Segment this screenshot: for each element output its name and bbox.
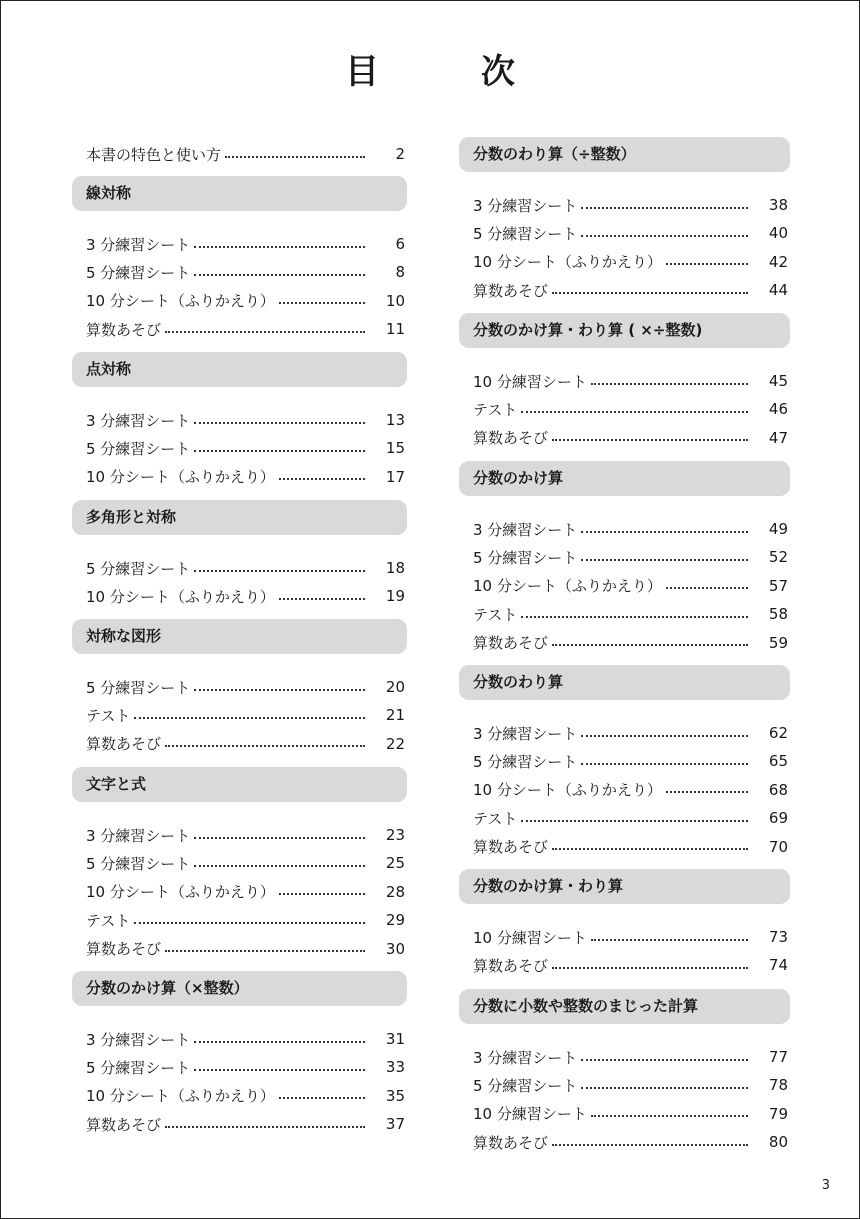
leader-dots	[279, 893, 365, 895]
toc-entry-row[interactable]	[473, 1102, 790, 1126]
toc-entry-page: 73	[768, 928, 788, 946]
toc-entry-page: 40	[768, 224, 788, 243]
toc-entry-label: 算数あそび	[473, 838, 549, 857]
toc-entry-page: 80	[768, 1133, 788, 1152]
toc-entry-page: 23	[385, 826, 405, 844]
toc-entry-page: 33	[385, 1058, 405, 1077]
toc-entry-page: 19	[385, 587, 405, 606]
leader-dots	[165, 331, 365, 333]
toc-entry-page: 79	[768, 1104, 788, 1123]
toc-entry-page: 59	[768, 633, 788, 652]
leader-dots	[165, 1126, 365, 1128]
toc-section	[459, 989, 790, 1152]
toc-entry-label: 算数あそび	[473, 281, 549, 300]
toc-entry-page: 49	[768, 520, 788, 538]
leader-dots	[552, 644, 748, 646]
leader-dots	[552, 292, 748, 294]
leader-dots	[279, 598, 365, 600]
toc-entry-page: 29	[385, 911, 405, 930]
toc-entry-label: 10 分シート（ふりかえり）	[473, 253, 662, 272]
toc-entry-page: 35	[385, 1086, 405, 1105]
toc-entry-page: 44	[768, 281, 788, 300]
leader-dots	[165, 950, 365, 952]
toc-entry-label: 3 分練習シート	[86, 235, 191, 254]
toc-entry-page: 11	[385, 320, 405, 339]
toc-section	[459, 461, 790, 653]
leader-dots	[666, 791, 748, 793]
toc-section-heading[interactable]: 分数のかけ算	[459, 461, 790, 496]
toc-entry-page: 8	[395, 263, 405, 282]
toc-entry-page: 52	[768, 548, 788, 567]
toc-entry-row[interactable]	[473, 806, 790, 830]
toc-entry-page: 6	[395, 235, 405, 253]
toc-entry-page: 65	[768, 752, 788, 771]
leader-dots	[165, 745, 365, 747]
toc-entry-page: 70	[768, 837, 788, 856]
leader-dots	[552, 439, 748, 441]
leader-dots	[552, 967, 748, 969]
toc-entry-label: テスト	[86, 911, 131, 930]
toc-section-heading[interactable]: 多角形と対称	[72, 500, 407, 535]
toc-entry-page: 13	[385, 411, 405, 429]
toc-entry-row[interactable]	[86, 289, 407, 313]
toc-section-heading[interactable]: 分数に小数や整数のまじった計算	[459, 989, 790, 1024]
toc-entry-page: 31	[385, 1030, 405, 1048]
toc-entry-page: 2	[395, 145, 405, 163]
toc-entry-page: 37	[385, 1115, 405, 1134]
toc-section	[72, 500, 407, 606]
toc-entry-page: 30	[385, 939, 405, 958]
leader-dots	[194, 1041, 365, 1043]
leader-dots	[279, 302, 365, 304]
toc-entry-row[interactable]	[473, 1073, 790, 1097]
toc-entry-row[interactable]	[473, 278, 790, 302]
leader-dots	[194, 246, 365, 248]
toc-section	[72, 619, 407, 754]
leader-dots	[591, 939, 748, 941]
toc-entry-label: 算数あそび	[473, 956, 549, 975]
toc-entry-label: 5 分練習シート	[86, 439, 191, 458]
toc-entry-label: 算数あそび	[473, 634, 549, 653]
toc-entry-label: 算数あそび	[86, 735, 162, 754]
leader-dots	[521, 820, 748, 822]
toc-entry-row[interactable]	[86, 703, 407, 727]
toc-entry-row[interactable]	[86, 880, 407, 904]
leader-dots	[666, 587, 748, 589]
leader-dots	[581, 763, 748, 765]
leader-dots	[194, 689, 365, 691]
toc-entry-row[interactable]	[473, 778, 790, 802]
toc-entry-row[interactable]	[473, 631, 790, 655]
toc-section-heading[interactable]: 分数のかけ算・わり算 ( ×÷整数)	[459, 313, 790, 348]
toc-entry-page: 22	[385, 734, 405, 753]
leader-dots	[194, 422, 365, 424]
leader-dots	[194, 865, 365, 867]
toc-entry-row[interactable]	[86, 823, 407, 847]
toc-entry-page: 78	[768, 1076, 788, 1095]
toc-entry-row[interactable]	[473, 426, 790, 450]
toc-entry-page: 17	[385, 467, 405, 486]
page-number: 3	[821, 1178, 830, 1193]
toc-entry-label: 5 分練習シート	[86, 263, 191, 282]
leader-dots	[194, 837, 365, 839]
toc-entry-page: 57	[768, 576, 788, 595]
toc-entry-row[interactable]	[86, 436, 407, 460]
toc-entry-row[interactable]	[473, 1045, 790, 1069]
toc-section	[72, 767, 407, 959]
leader-dots	[581, 735, 748, 737]
toc-entry-row[interactable]	[86, 584, 407, 608]
leader-dots	[552, 1144, 748, 1146]
toc-entry-page: 42	[768, 252, 788, 271]
toc-entry-label: 5 分練習シート	[86, 559, 191, 578]
toc-entry-row[interactable]	[86, 408, 407, 432]
leader-dots	[666, 263, 748, 265]
toc-entry-page: 47	[768, 428, 788, 447]
toc-entry-label: 算数あそび	[473, 1133, 549, 1152]
toc-entry-row[interactable]	[86, 317, 407, 341]
leader-dots	[552, 848, 748, 850]
toc-entry-row[interactable]	[473, 517, 790, 541]
toc-entry-row[interactable]	[86, 908, 407, 932]
toc-entry-label: 5 分練習シート	[473, 752, 578, 771]
toc-entry-page: 68	[768, 780, 788, 799]
toc-entry-label: 5 分練習シート	[473, 224, 578, 243]
toc-entry-label: テスト	[473, 809, 518, 828]
toc-entry-label: 算数あそび	[86, 1115, 162, 1134]
toc-entry-label: 5 分練習シート	[473, 548, 578, 567]
toc-entry-page: 25	[385, 854, 405, 873]
toc-entry-page: 46	[768, 400, 788, 419]
toc-entry-row[interactable]	[86, 1027, 407, 1051]
toc-entry-page: 69	[768, 809, 788, 828]
toc-entry-label: 算数あそび	[86, 940, 162, 959]
leader-dots	[591, 383, 748, 385]
toc-entry-label: テスト	[86, 706, 131, 725]
toc-section	[459, 869, 790, 975]
toc-entry-label: 5 分練習シート	[86, 678, 191, 697]
toc-entry-label: 10 分シート（ふりかえり）	[473, 577, 662, 596]
toc-entry-row[interactable]	[473, 1130, 790, 1154]
toc-entry-row[interactable]	[86, 675, 407, 699]
leader-dots	[279, 478, 365, 480]
toc-entry-label: 10 分練習シート	[473, 372, 587, 391]
leader-dots	[194, 450, 365, 452]
toc-entry-label: 算数あそび	[86, 320, 162, 339]
toc-entry-row[interactable]	[86, 260, 407, 284]
leader-dots	[134, 717, 365, 719]
toc-entry-label: 3 分練習シート	[86, 411, 191, 430]
leader-dots	[581, 531, 748, 533]
toc-entry-label: 10 分シート（ふりかえり）	[86, 883, 275, 902]
toc-section-heading[interactable]: 分数のかけ算・わり算	[459, 869, 790, 904]
toc-section-heading[interactable]: 点対称	[72, 352, 407, 387]
toc-entry-label: テスト	[473, 400, 518, 419]
toc-entry-label: 3 分練習シート	[473, 724, 578, 743]
toc-entry-row[interactable]	[86, 556, 407, 580]
toc-entry-row[interactable]	[473, 221, 790, 245]
leader-dots	[194, 1069, 365, 1071]
toc-entry-row[interactable]	[473, 397, 790, 421]
toc-entry-row[interactable]	[473, 369, 790, 393]
toc-entry-label: 10 分練習シート	[473, 928, 587, 947]
toc-entry-row[interactable]	[473, 574, 790, 598]
toc-entry-label: テスト	[473, 605, 518, 624]
toc-section	[72, 971, 407, 1134]
toc-entry-row[interactable]	[473, 545, 790, 569]
toc-entry-row[interactable]	[473, 953, 790, 977]
toc-entry-row[interactable]	[473, 250, 790, 274]
leader-dots	[194, 274, 365, 276]
toc-entry-label: 3 分練習シート	[473, 1048, 578, 1067]
page-title: 目 次	[345, 52, 549, 92]
toc-entry-page: 18	[385, 559, 405, 577]
toc-entry-row[interactable]	[473, 602, 790, 626]
leader-dots	[521, 616, 748, 618]
toc-entry-page: 15	[385, 439, 405, 458]
toc-entry-row[interactable]	[86, 465, 407, 489]
leader-dots	[581, 235, 748, 237]
leader-dots	[225, 156, 365, 158]
toc-section-heading[interactable]: 分数のかけ算（×整数）	[72, 971, 407, 1006]
toc-entry-row[interactable]	[86, 732, 407, 756]
toc-entry-label: 3 分練習シート	[86, 826, 191, 845]
toc-intro-row[interactable]	[86, 142, 407, 166]
toc-entry-label: 算数あそび	[473, 429, 549, 448]
toc-section-heading[interactable]: 分数のわり算	[459, 665, 790, 700]
leader-dots	[581, 1059, 748, 1061]
toc-entry-page: 58	[768, 605, 788, 624]
toc-entry-label: 10 分シート（ふりかえり）	[86, 292, 275, 311]
toc-entry-row[interactable]	[473, 835, 790, 859]
toc-entry-label: 5 分練習シート	[86, 1058, 191, 1077]
toc-entry-row[interactable]	[86, 937, 407, 961]
leader-dots	[591, 1115, 748, 1117]
toc-entry-page: 21	[385, 706, 405, 725]
leader-dots	[581, 1087, 748, 1089]
toc-section	[459, 665, 790, 857]
toc-section-heading[interactable]: 対称な図形	[72, 619, 407, 654]
toc-entry-label: 10 分シート（ふりかえり）	[86, 1087, 275, 1106]
toc-section	[72, 176, 407, 339]
toc-entry-page: 28	[385, 882, 405, 901]
toc-entry-page: 74	[768, 956, 788, 975]
toc-entry-label: 3 分練習シート	[473, 520, 578, 539]
toc-entry-label: 3 分練習シート	[473, 196, 578, 215]
leader-dots	[279, 1097, 365, 1099]
leader-dots	[194, 570, 365, 572]
toc-entry-label: 10 分シート（ふりかえり）	[473, 781, 662, 800]
toc-entry-row[interactable]	[86, 1084, 407, 1108]
toc-section	[459, 313, 790, 448]
toc-section-heading[interactable]: 線対称	[72, 176, 407, 211]
toc-section-heading[interactable]: 文字と式	[72, 767, 407, 802]
toc-entry-row[interactable]	[86, 851, 407, 875]
toc-entry-page: 45	[768, 372, 788, 390]
leader-dots	[134, 922, 365, 924]
toc-section-heading[interactable]: 分数のわり算（÷整数）	[459, 137, 790, 172]
toc-section	[459, 137, 790, 300]
toc-entry-page: 20	[385, 678, 405, 696]
toc-entry-row[interactable]	[473, 749, 790, 773]
toc-entry-label: 10 分シート（ふりかえり）	[86, 468, 275, 487]
toc-entry-row[interactable]	[473, 193, 790, 217]
toc-entry-label: 3 分練習シート	[86, 1030, 191, 1049]
toc-entry-row[interactable]	[86, 232, 407, 256]
toc-entry-row[interactable]	[473, 925, 790, 949]
toc-entry-row[interactable]	[86, 1055, 407, 1079]
toc-entry-page: 38	[768, 196, 788, 214]
toc-section	[72, 352, 407, 487]
toc-entry-page: 10	[385, 291, 405, 310]
toc-entry-label: 本書の特色と使い方	[86, 145, 222, 164]
toc-entry-label: 10 分練習シート	[473, 1105, 587, 1124]
toc-entry-label: 5 分練習シート	[86, 854, 191, 873]
toc-entry-label: 10 分シート（ふりかえり）	[86, 587, 275, 606]
toc-entry-page: 77	[768, 1048, 788, 1066]
toc-entry-row[interactable]	[473, 721, 790, 745]
leader-dots	[521, 411, 748, 413]
leader-dots	[581, 207, 748, 209]
toc-entry-label: 5 分練習シート	[473, 1076, 578, 1095]
leader-dots	[581, 559, 748, 561]
toc-entry-page: 62	[768, 724, 788, 742]
toc-entry-row[interactable]	[86, 1112, 407, 1136]
